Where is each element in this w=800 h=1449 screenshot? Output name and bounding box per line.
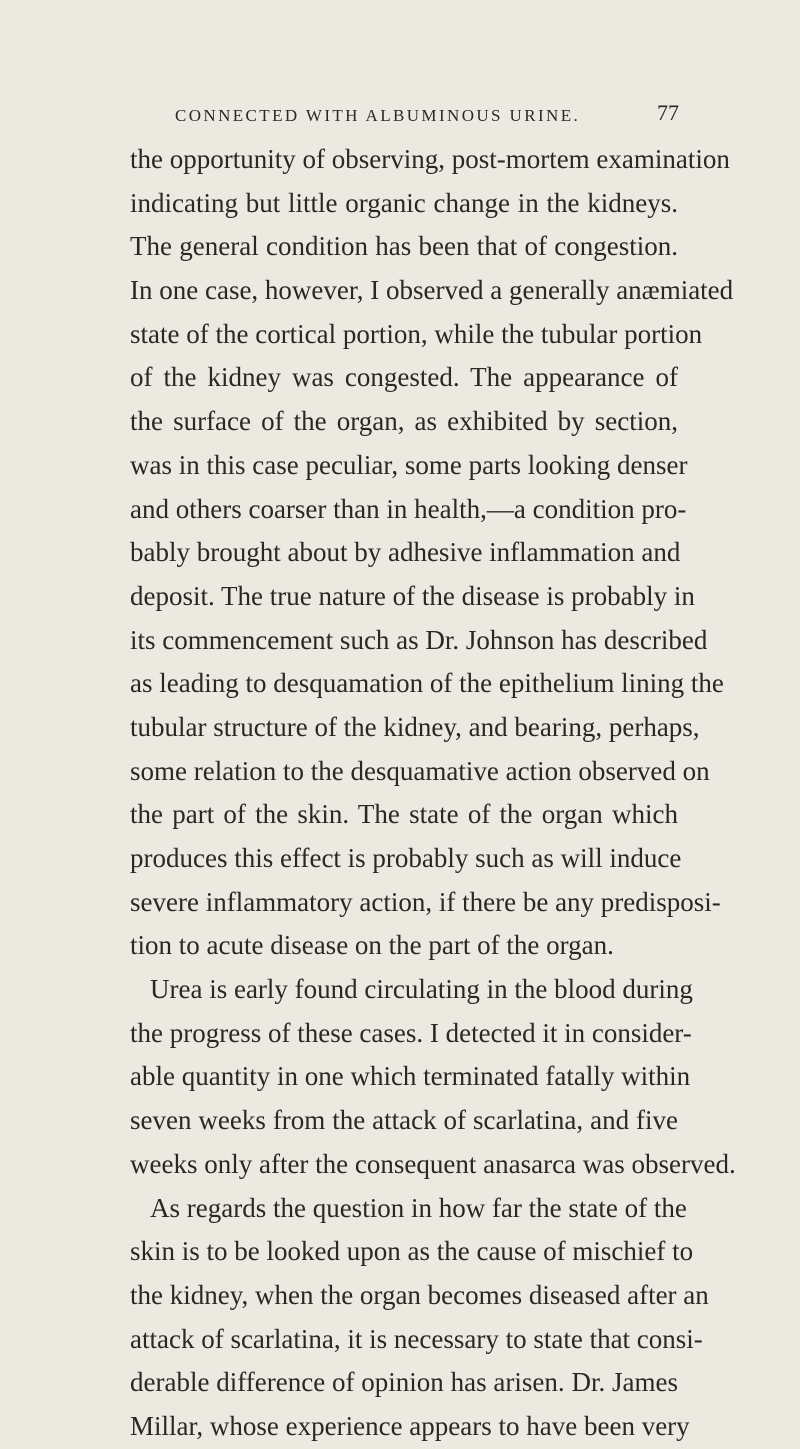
text-line: state of the cortical portion, while the tubular portion	[130, 318, 703, 349]
text-line: as leading to desquamation of the epithelium lining the	[130, 668, 724, 699]
text-line: its commencement such as Dr. Johnson has described	[130, 624, 708, 655]
text-line: As regards the question in how far the state of the	[150, 1192, 687, 1223]
text-line: the opportunity of observing, post-mortem examination	[130, 144, 730, 174]
text-line: able quantity in one which terminated fatally within	[130, 1061, 691, 1092]
text-line: the surface of the organ, as exhibited by section,	[130, 406, 678, 437]
text-line: seven weeks from the attack of scarlatina, and five	[130, 1105, 678, 1136]
text-line: indicating but little organic change in the kidneys.	[130, 187, 678, 218]
text-line: was in this case peculiar, some parts looking denser	[130, 449, 688, 480]
text-line: skin is to be looked upon as the cause of mischief to	[130, 1236, 694, 1267]
text-line: tion to acute disease on the part of the organ.	[130, 930, 614, 961]
text-line: and others coarser than in health,—a condition pro-	[130, 493, 687, 524]
text-line: weeks only after the consequent anasarca was observed.	[130, 1148, 736, 1179]
text-line: severe inflammatory action, if there be any predisposi-	[130, 886, 721, 917]
text-line: the kidney, when the organ becomes diseased after an	[130, 1279, 709, 1310]
text-line: bably brought about by adhesive inflammation and	[130, 537, 681, 568]
text-line: tubular structure of the kidney, and bearing, perhaps,	[130, 711, 700, 742]
text-line: some relation to the desquamative action observed on	[130, 755, 710, 786]
text-line: derable difference of opinion has arisen. Dr. James	[130, 1367, 678, 1398]
text-line: Urea is early found circulating in the blood during	[150, 974, 693, 1005]
page-number: 77	[657, 100, 679, 125]
text-line: The general condition has been that of congestion.	[130, 231, 678, 262]
body-text	[130, 138, 736, 1449]
text-line: Millar, whose experience appears to have been very	[130, 1410, 690, 1441]
running-head: CONNECTED WITH ALBUMINOUS URINE.	[175, 106, 581, 125]
text-line: the part of the skin. The state of the organ which	[130, 799, 678, 830]
text-line: produces this effect is probably such as will induce	[130, 843, 682, 873]
text-line: deposit. The true nature of the disease is probably in	[130, 580, 695, 611]
text-line: the progress of these cases. I detected it in consider-	[130, 1017, 692, 1048]
text-line: In one case, however, I observed a generally anæmiated	[130, 275, 734, 306]
text-line: of the kidney was congested. The appearance of	[130, 362, 678, 393]
text-line: attack of scarlatina, it is necessary to state that consi-	[130, 1323, 703, 1354]
